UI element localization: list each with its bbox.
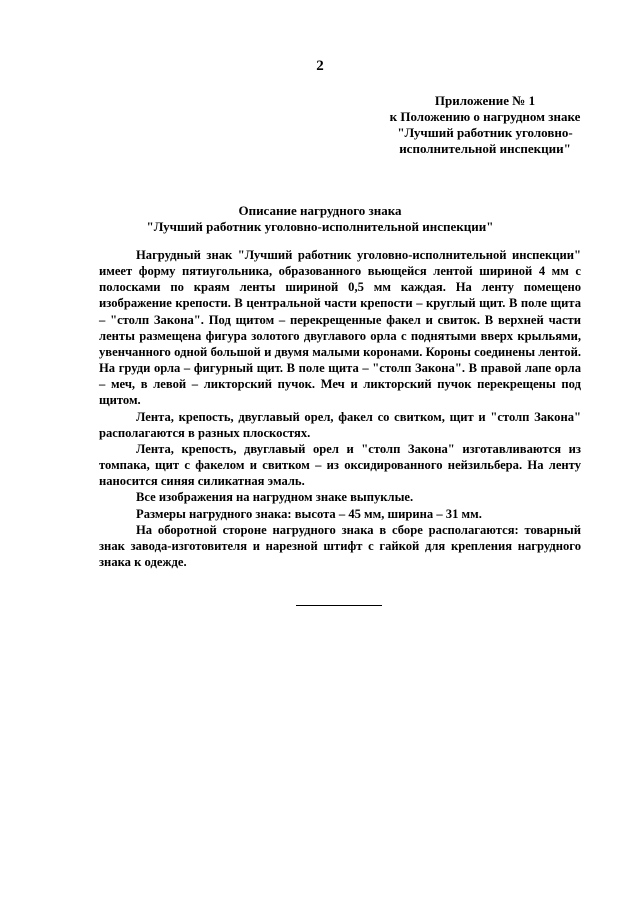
body-paragraph: Лента, крепость, двуглавый орел, факел со свитком, щит и "столп Закона" располагаются в разных плоскостях. [99, 409, 581, 440]
page-number: 2 [316, 58, 324, 74]
body-paragraph: Размеры нагрудного знака: высота – 45 мм, ширина – 31 мм. [136, 506, 482, 521]
appendix-line: исполнительной инспекции" [399, 141, 571, 156]
body-paragraph: Лента, крепость, двуглавый орел и "столп Закона" изготавливаются из томпака, щит с факелом и свитком – из оксидированного нейзильбера. На ленту наносится синяя силикатная эмаль. [99, 441, 581, 489]
appendix-line: Приложение № 1 [434, 93, 536, 108]
appendix-line: "Лучший работник уголовно- [397, 125, 573, 140]
document-body [99, 247, 581, 570]
closing-divider [296, 605, 382, 606]
document-title [0, 203, 640, 235]
title-line: "Лучший работник уголовно-исполнительной инспекции" [146, 219, 494, 234]
appendix-line: к Положению о нагрудном знаке [389, 109, 581, 124]
body-paragraph: Нагрудный знак "Лучший работник уголовно-исполнительной инспекции" имеет форму пятиугольника, образованного вьющейся лентой шириной 4 мм с полосками по краям ленты шириной 0,5 мм каждая. На ленту помещено изображение крепости. В центральной части крепости – круглый щит. В поле щита – "столп Закона". Под щитом – перекрещенные факел и свиток. В верхней части ленты размещена фигура золотого двуглавого орла с поднятыми вверх крыльями, увенчанного одной большой и двумя малыми коронами. Короны соединены лентой. На груди орла – фигурный щит. В поле щита – "столп Закона". В правой лапе орла – меч, в левой – ликторский пучок. Меч и ликторский пучок перекрещены под щитом. [99, 248, 581, 408]
body-paragraph: Все изображения на нагрудном знаке выпуклые. [136, 490, 414, 505]
title-line: Описание нагрудного знака [238, 203, 402, 218]
body-paragraph: На оборотной стороне нагрудного знака в сборе располагаются: товарный знак завода-изготовителя и нарезной штифт с гайкой для крепления нагрудного знака к одежде. [99, 522, 581, 569]
appendix-header [370, 93, 600, 157]
